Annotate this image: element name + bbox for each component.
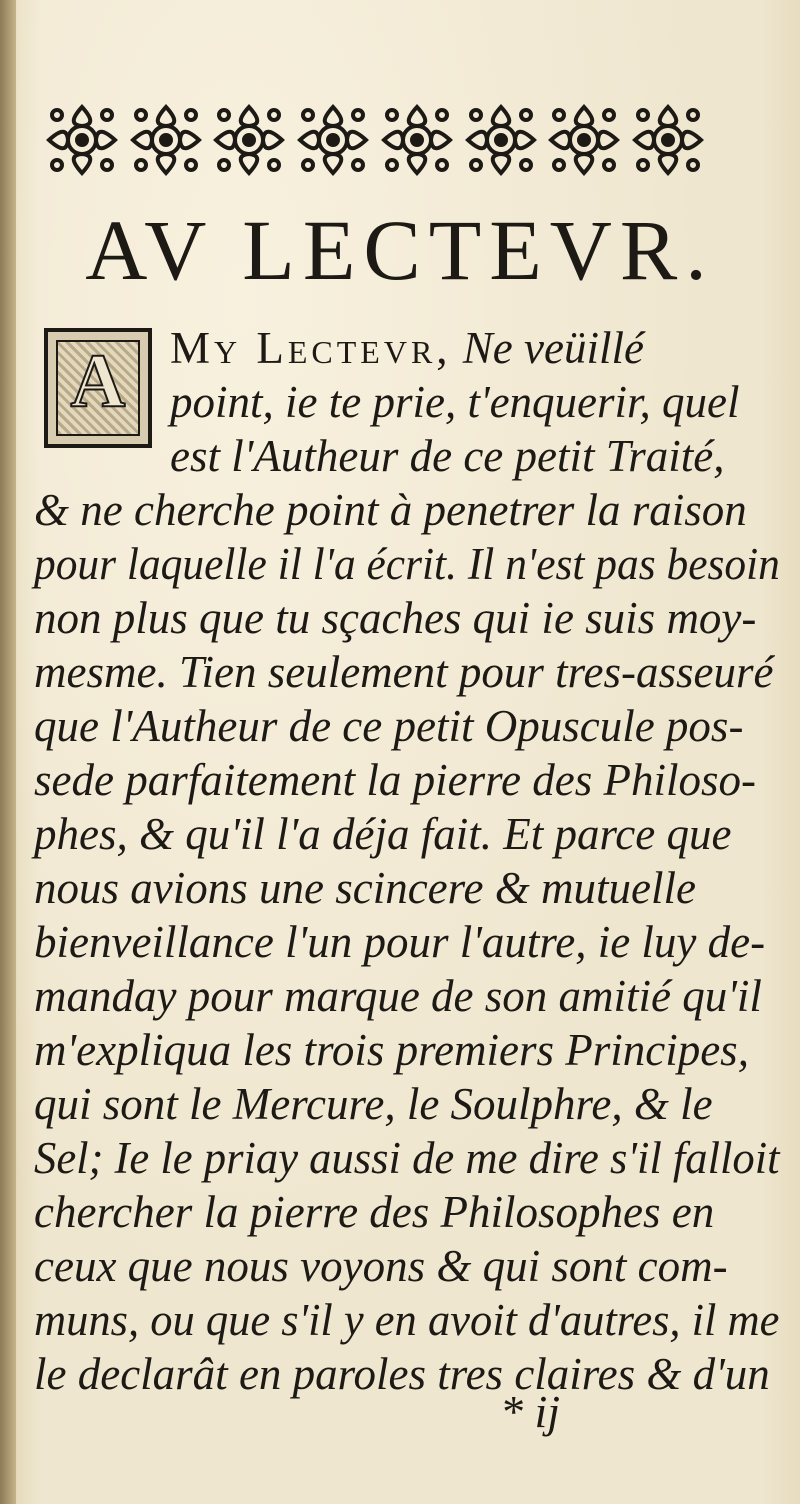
text-line: non plus que tu sçaches qui ie suis moy- — [34, 593, 757, 643]
signature-mark: * ij — [500, 1386, 561, 1437]
text-line: phes, & qu'il l'a déja fait. Et parce que — [34, 809, 732, 859]
text-line: manday pour marque de son amitié qu'il — [34, 971, 762, 1021]
text-line: muns, ou que s'il y en avoit d'autres, il me — [34, 1295, 780, 1345]
ornament-fleuron-icon — [464, 103, 538, 177]
ornament-fleuron-icon — [380, 103, 454, 177]
text-line: est l'Autheur de ce petit Traité, — [170, 431, 725, 481]
decorated-initial — [44, 328, 152, 448]
page-title: AV LECTEVR. — [85, 202, 715, 298]
ornament-fleuron-icon — [631, 103, 705, 177]
text-line: que l'Autheur de ce petit Opuscule pos- — [34, 701, 744, 751]
text-line: & ne cherche point à penetrer la raison — [34, 485, 747, 535]
text-line: Sel; Ie le priay aussi de me dire s'il falloit — [34, 1133, 780, 1183]
text-line: bienveillance l'un pour l'autre, ie luy de- — [34, 917, 766, 967]
text-line: nous avions une scincere & mutuelle — [34, 863, 696, 913]
text-line: m'expliqua les trois premiers Principes, — [34, 1025, 749, 1075]
text-line: mesme. Tien seulement pour tres-asseuré — [34, 647, 774, 697]
ornament-fleuron-icon — [45, 103, 119, 177]
ornament-fleuron-icon — [212, 103, 286, 177]
text-line: pour laquelle il l'a écrit. Il n'est pas besoin — [34, 539, 780, 589]
text-line: point, ie te prie, t'enquerir, quel — [170, 377, 740, 427]
text-line: chercher la pierre des Philosophes en — [34, 1187, 715, 1237]
initial-letter: A — [70, 339, 126, 423]
text-line: qui sont le Mercure, le Soulphre, & le — [34, 1079, 713, 1129]
first-line-caps: My Lectevr, — [170, 323, 452, 373]
first-line-rest: Ne veüillé — [462, 323, 644, 373]
text-line: ceux que nous voyons & qui sont com- — [34, 1241, 728, 1291]
text-line — [170, 322, 644, 374]
ornament-fleuron-icon — [547, 103, 621, 177]
ornament-band — [45, 100, 705, 180]
ornament-fleuron-icon — [296, 103, 370, 177]
ornament-fleuron-icon — [129, 103, 203, 177]
text-line: le declarât en paroles tres claires & d'un — [34, 1349, 770, 1399]
text-line: sede parfaitement la pierre des Philoso- — [34, 755, 756, 805]
